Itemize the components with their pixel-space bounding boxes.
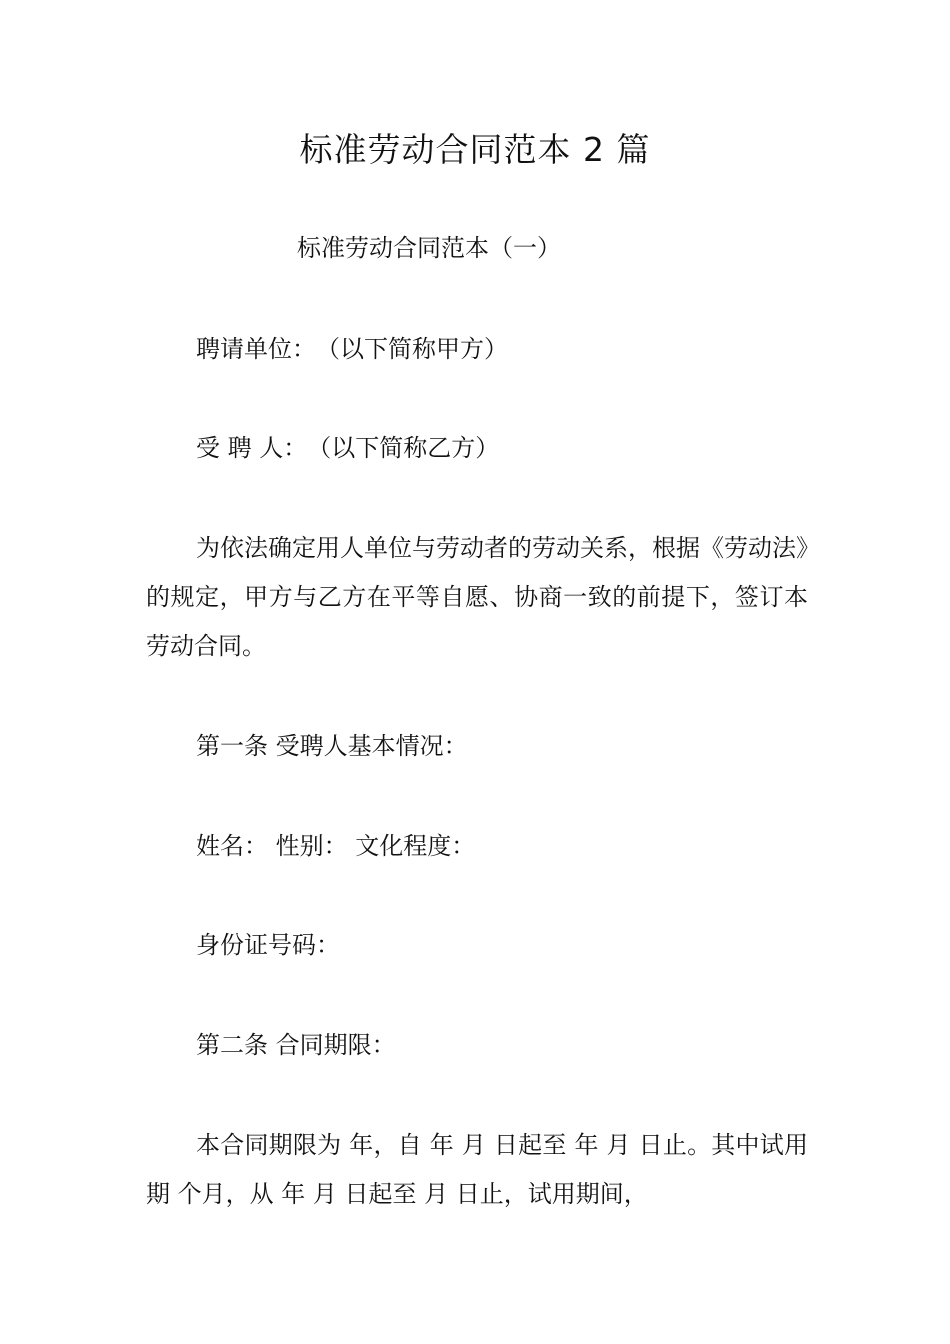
paragraph-preamble: 为依法确定用人单位与劳动者的劳动关系，根据《劳动法》的规定，甲方与乙方在平等自愿、协商一致的前提下，签订本劳动合同。 <box>146 534 808 660</box>
paragraph-article-2-heading: 第二条 合同期限： <box>196 1031 396 1059</box>
paragraph-personal-info: 姓名： 性别： 文化程度： <box>196 832 476 860</box>
paragraph-contract-term: 本合同期限为 年，自 年 月 日起至 年 月 日止。其中试用期 个月，从 年 月 日起至 月 日止，试用期间， <box>146 1131 808 1208</box>
paragraph-employee: 受 聘 人： （以下简称乙方） <box>196 434 500 462</box>
document-subtitle: 标准劳动合同范本（一） <box>297 234 561 262</box>
paragraph-id-number: 身份证号码： <box>196 931 340 959</box>
paragraph-article-1-heading: 第一条 受聘人基本情况： <box>196 732 468 760</box>
paragraph-employer: 聘请单位： （以下简称甲方） <box>196 335 508 363</box>
document-title: 标准劳动合同范本 2 篇 <box>299 130 651 169</box>
